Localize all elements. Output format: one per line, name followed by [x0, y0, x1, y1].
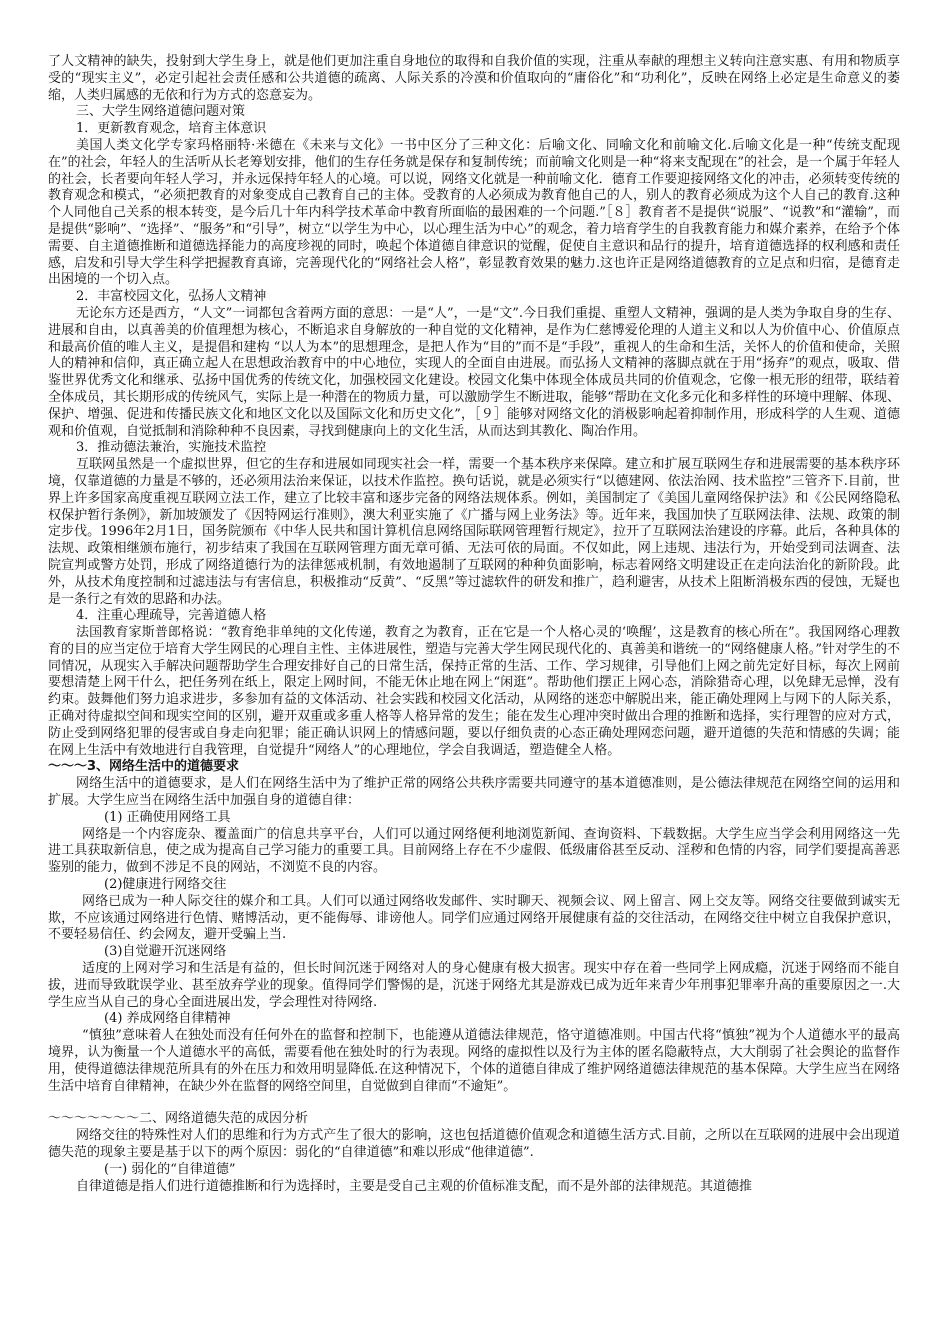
section-heading: ～～～3、网络生活中的道德要求	[48, 759, 240, 775]
blank-line	[48, 1095, 900, 1111]
paragraph: 互联网虽然是一个虚拟世界，但它的生存和进展如同现实社会一样，需要一个基本秩序来保障。建立和扩展互联网生存和进展需要的基本秩序环境，仅靠道德的力量是不够的，还必须用法治来保证，以技术作监控。换句话说，就是必须实行“以德建网、依法治网、技术监控”三管齐下.目前，世界上许多国家高度重视互联网立法工作，建立了比较丰富和逐步完备的网络法规体系。例如，美国制定了《美国儿童网络保护法》和《公民网络隐私权保护暂行条例》，新加坡颁发了《因特网运行准则》，澳大利亚实施了《广播与网上业务法》等。近年来，我国加快了互联网法律、法规、政策的制定步伐。1996年2月1日，国务院颁布《中华人民共和国计算机信息网络国际联网管理暂行规定》，拉开了互联网法治建设的序幕。此后，各种具体的法规、政策相继颁布施行，初步结束了我国在互联网管理方面无章可循、无法可依的局面。不仅如此，网上违规、违法行为，开始受到司法调查、法院宣判或警方处罚，形成了网络道德行为的法律惩戒机制，有效地遏制了互联网的种种负面影响，标志着网络文明建设正在走向法治化的新阶段。此外，从技术角度控制和过滤违法与有害信息，积极推动“反黄”、“反黑”等过滤软件的研发和推广，趋利避害，从技术上阻断消极东西的侵蚀，无疑也是一条行之有效的思路和办法。	[48, 457, 900, 607]
subsection-heading: (4) 养成网络自律精神	[104, 1011, 231, 1027]
section-heading: 1．更新教育观念，培育主体意识	[76, 121, 267, 137]
paragraph: 美国人类文化学专家玛格丽特·米德在《未来与文化》一书中区分了三种文化：后喻文化、同喻文化和前喻文化.后喻文化是一种“传统支配现在”的社会，年轻人的生活听从长老筹划安排，他们的生存任务就是保存和复制传统；而前喻文化则是一种“将来支配现在”的社会，是一个属于年轻人的社会，长者要向年轻人学习，并永远保持年轻人的心境。可以说，网络文化就是一种前喻文化．德育工作要迎接网络文化的冲击，必须转变传统的教育观念和模式，“必须把教育的对象变成自己教育自己的主体。受教育的人必须成为教育他自己的人，别人的教育必须成为这个人自己的教育.这种个人同他自己关系的根本转变，是今后几十年内科学技术革命中教育所面临的最困难的一个问题.”［８］教育者不是提供“说服”、“说教”和“灌输”，而是提供“影响”、“选择”、“服务”和“引导”，树立“以学生为中心，以心理生活为中心”的观念，着力培育学生的自我教育能力和媒介素养，在给予个体需要、自主道德推断和道德选择能力的高度珍视的同时，唤起个体道德自律意识的觉醒，促使自主意识和品行的提升，培育道德选择的权利感和责任感，启发和引导大学生科学把握教育真谛，完善现代化的“网络社会人格”，彰显教育效果的魅力.这也许正是网络道德教育的立足点和归宿，是德育走出困境的一个切入点。	[48, 137, 900, 288]
subsection-heading: (2)健康进行网络交往	[104, 877, 227, 893]
paragraph: ～～～～～～～二、网络道德失范的成因分析	[48, 1111, 309, 1127]
paragraph: 适度的上网对学习和生活是有益的，但长时间沉迷于网络对人的身心健康有极大损害。现实中存在着一些同学上网成瘾，沉迷于网络而不能自拔，进而导致耽误学业、甚至放弃学业的现象。值得同学们警惕的是，沉迷于网络尤其是游戏已成为近年来青少年刑事犯罪率升高的重要原因之一.大学生应当从自己的身心全面进展出发，学会理性对待网络.	[48, 961, 900, 1010]
document-body	[48, 54, 900, 1195]
section-heading: 三、大学生网络道德问题对策	[76, 104, 246, 120]
section-heading: 4．注重心理疏导，完善道德人格	[76, 608, 267, 624]
subsection-heading: (3)自觉避开沉迷网络	[104, 944, 227, 960]
subsection-heading: (1) 正确使用网络工具	[104, 809, 231, 825]
paragraph: 网络生活中的道德要求，是人们在网络生活中为了维护正常的网络公共秩序需要共同遵守的基本道德准则，是公德法律规范在网络空间的运用和扩展。大学生应当在网络生活中加强自身的道德自律：	[48, 776, 900, 809]
paragraph: 网络交往的特殊性对人们的思维和行为方式产生了很大的影响，这也包括道德价值观念和道德生活方式.目前，之所以在互联网的进展中会出现道德失范的现象主要是基于以下的两个原因：弱化的“自律道德”和难以形成“他律道德”.	[48, 1128, 900, 1160]
subsection-heading: (一) 弱化的“自律道德”	[104, 1161, 236, 1177]
paragraph: 了人文精神的缺失，投射到大学生身上，就是他们更加注重自身地位的取得和自我价值的实现，注重从奉献的理想主义转向注意实惠、有用和物质享受的“现实主义”，必定引起社会责任感和公共道德的疏离、人际关系的冷漠和价值取向的“庸俗化”和“功利化”，反映在网络上必定是生命意义的萎缩，人类归属感的无依和行为方式的恣意妄为。	[48, 54, 900, 103]
paragraph: 网络是一个内容庞杂、覆盖面广的信息共享平台，人们可以通过网络便利地浏览新闻、查询资料、下载数据。大学生应当学会利用网络这一先进工具获取新信息，使之成为提高自己学习能力的重要工具。目前网络上存在不少虚假、低级庸俗甚至反动、淫秽和色情的内容，同学们要提高善恶鉴别的能力，做到不涉足不良的网站，不浏览不良的内容。	[48, 826, 900, 876]
paragraph: “慎独”意味着人在独处而没有任何外在的监督和控制下，也能遵从道德法律规范，恪守道德准则。中国古代将“慎独”视为个人道德水平的最高境界，认为衡量一个人道德水平的高低，需要看他在独处时的行为表现。网络的虚拟性以及行为主体的匿名隐蔽特点，大大削弱了社会舆论的监督作用，使得道德法律规范所具有的外在压力和效用明显降低.在这种情况下，个体的道德自律成了维护网络道德法律规范的基本保障。大学生应当在网络生活中培育自律精神，在缺少外在监督的网络空间里，自觉做到自律而“不逾矩”。	[48, 1028, 900, 1094]
paragraph: 网络已成为一种人际交往的媒介和工具。人们可以通过网络收发邮件、实时聊天、视频会议、网上留言、网上交友等。网络交往要做到诚实无欺，不应该通过网络进行色情、赌博活动，更不能侮辱、诽谤他人。同学们应通过网络开展健康有益的交往活动，在网络交往中树立自我保护意识，不要轻易信任、约会网友，避开受骗上当.	[48, 893, 900, 943]
section-heading: 3．推动德法兼治，实施技术监控	[76, 440, 267, 456]
paragraph: 自律道德是指人们进行道德推断和行为选择时，主要是受自己主观的价值标准支配，而不是外部的法律规范。其道德推	[76, 1178, 753, 1194]
paragraph: 法国教育家斯普郎格说：“教育绝非单纯的文化传递，教育之为教育，正在它是一个人格心灵的‘唤醒’，这是教育的核心所在”。我国网络心理教育的目的应当定位于培育大学生网民的心理自主性、主体进展性，塑造与完善大学生网民现代化的、真善美和谐统一的“网络健康人格。”针对学生的不同情况，从现实入手解决问题帮助学生合理安排好自己的日常生活，保持正常的生活、工作、学习规律，引导他们上网之前先定好目标，每次上网前要想清楚上网干什么，把任务列在纸上，限定上网时间，不能无休止地在网上“闲逛”。帮助他们摆正上网心态，消除猎奇心理，以免肆无忌惮，没有约束。鼓舞他们努力追求进步，多参加有益的文体活动、社会实践和校园文化活动，从网络的迷恋中解脱出来，能正确处理网上与网下的人际关系，正确对待虚拟空间和现实空间的区别，避开双重或多重人格等人格异常的发生；能在发生心理冲突时做出合理的推断和选择，实行理智的应对方式，防止受到网络犯罪的侵害或自身走向犯罪；能正确认识网上的情感问题，要以仔细负责的心态正确处理网恋问题，避开道德的失范和情感的失调；能在网上生活中有效地进行自我管理，自觉提升“网络人”的心理地位，学会自我调适，塑造健全人格。	[48, 625, 900, 758]
paragraph: 无论东方还是西方，“人文”一词都包含着两方面的意思：一是“人”，一是“文”.今日我们重提、重塑人文精神，强调的是人类为争取自身的生存、进展和自由，以真善美的价值理想为核心，不断追求自身解放的一种自觉的文化精神，是作为仁慈博爱伦理的人道主义和以人为价值中心、价值原点和最高价值的唯人主义，是提倡和建构 “以人为本”的思想理念，是把人作为“目的”而不是“手段”，重视人的生命和生活，关怀人的价值和使命，关照人的精神和信仰，真正确立起人在思想政治教育中的中心地位，实现人的全面自由进展。而弘扬人文精神的落脚点就在于用“扬弃”的观点，吸取、借鉴世界优秀文化和继承、弘扬中国优秀的传统文化，加强校园文化建设。校园文化集中体现全体成员共同的价值观念，它像一根无形的纽带，联结着全体成员，其长期形成的传统风气，实际上是一种潜在的物质力量，可以激励学生不断进取，能够“帮助在文化多元化和多样性的环境中理解、体现、保护、增强、促进和传播民族文化和地区文化以及国际文化和历史文化”，［９］能够对网络文化的消极影响起着抑制作用，形成科学的人生观、道德观和价值观，自觉抵制和消除种种不良因素，寻找到健康向上的文化生活，从而达到其教化、陶冶作用。	[48, 305, 901, 439]
section-heading: 2．丰富校园文化，弘扬人文精神	[76, 289, 267, 305]
